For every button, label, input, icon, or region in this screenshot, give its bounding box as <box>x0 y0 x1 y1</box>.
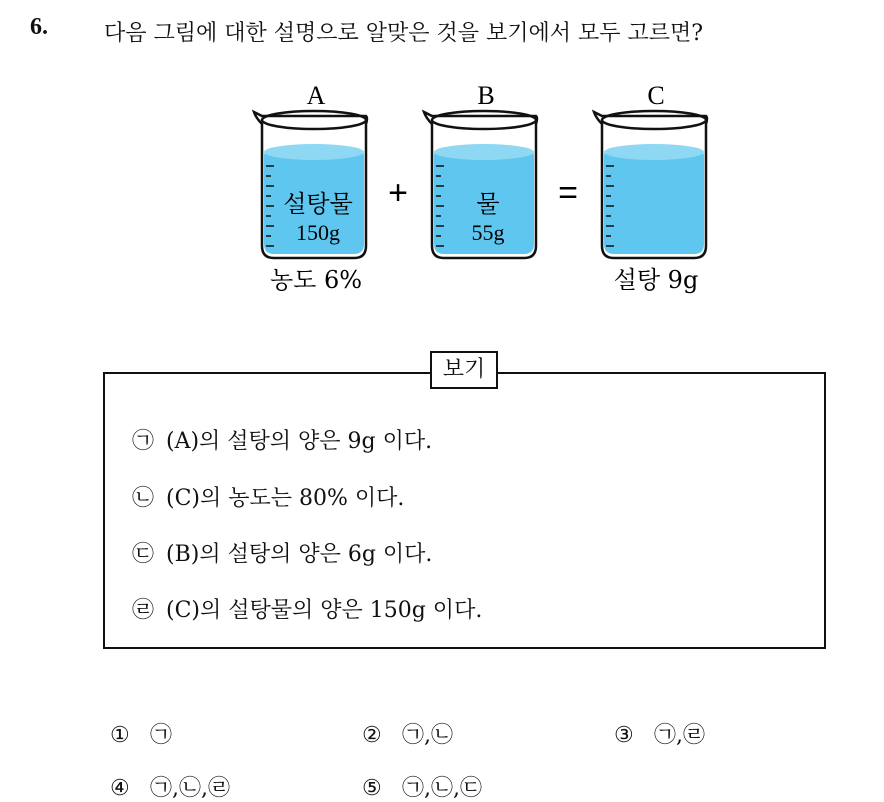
bogi-item-text: (C)의 설탕물의 양은 150g 이다. <box>166 598 483 623</box>
plus-sign: + <box>388 174 408 212</box>
beaker-a-content-mass: 150g <box>296 220 340 245</box>
choice-number: ② <box>362 723 382 748</box>
beaker-a-content-name: 설탕물 <box>283 190 353 218</box>
choice-number: ③ <box>614 723 634 748</box>
choice-5[interactable] <box>362 771 482 802</box>
beaker-b-content-name: 물 <box>476 190 500 218</box>
choice-4[interactable] <box>110 771 230 802</box>
bogi-item-3 <box>132 537 432 568</box>
choice-text: ㉠,㉣ <box>654 723 705 748</box>
choice-number: ④ <box>110 776 130 801</box>
beaker-a-caption: 농도 6% <box>269 266 363 294</box>
bogi-item-4 <box>132 593 482 624</box>
bogi-item-text: (A)의 설탕의 양은 9g 이다. <box>166 429 433 454</box>
bogi-item-mark: ㉠ <box>132 429 155 454</box>
bogi-item-mark: ㉢ <box>132 542 155 567</box>
question-number: 6. <box>30 14 48 40</box>
choice-3[interactable] <box>614 718 705 749</box>
beaker-c-label: C <box>647 81 665 110</box>
bogi-item-text: (B)의 설탕의 양은 6g 이다. <box>166 542 433 567</box>
bogi-item-mark: ㉣ <box>132 598 155 623</box>
bogi-item-text: (C)의 농도는 80% 이다. <box>166 486 405 511</box>
choice-number: ⑤ <box>362 776 382 801</box>
beaker-c-caption: 설탕 9g <box>613 266 699 294</box>
choice-number: ① <box>110 723 130 748</box>
equals-sign: = <box>558 174 578 212</box>
choice-text: ㉠,㉡,㉢ <box>402 776 482 801</box>
choice-text: ㉠ <box>150 723 173 748</box>
beaker-a-label: A <box>306 81 326 110</box>
beaker-b-content-mass: 55g <box>471 220 505 245</box>
beaker-b-label: B <box>477 81 495 110</box>
beaker-figure <box>0 0 884 310</box>
choice-text: ㉠,㉡ <box>402 723 453 748</box>
bogi-title: 보기 <box>430 351 498 389</box>
bogi-item-1 <box>132 424 432 455</box>
choice-2[interactable] <box>362 718 453 749</box>
question-text: 다음 그림에 대한 설명으로 알맞은 것을 보기에서 모두 고르면? <box>104 21 704 46</box>
bogi-item-2 <box>132 481 404 512</box>
choice-1[interactable] <box>110 718 172 749</box>
bogi-item-mark: ㉡ <box>132 486 155 511</box>
choice-text: ㉠,㉡,㉣ <box>150 776 230 801</box>
beaker-c <box>594 111 707 258</box>
